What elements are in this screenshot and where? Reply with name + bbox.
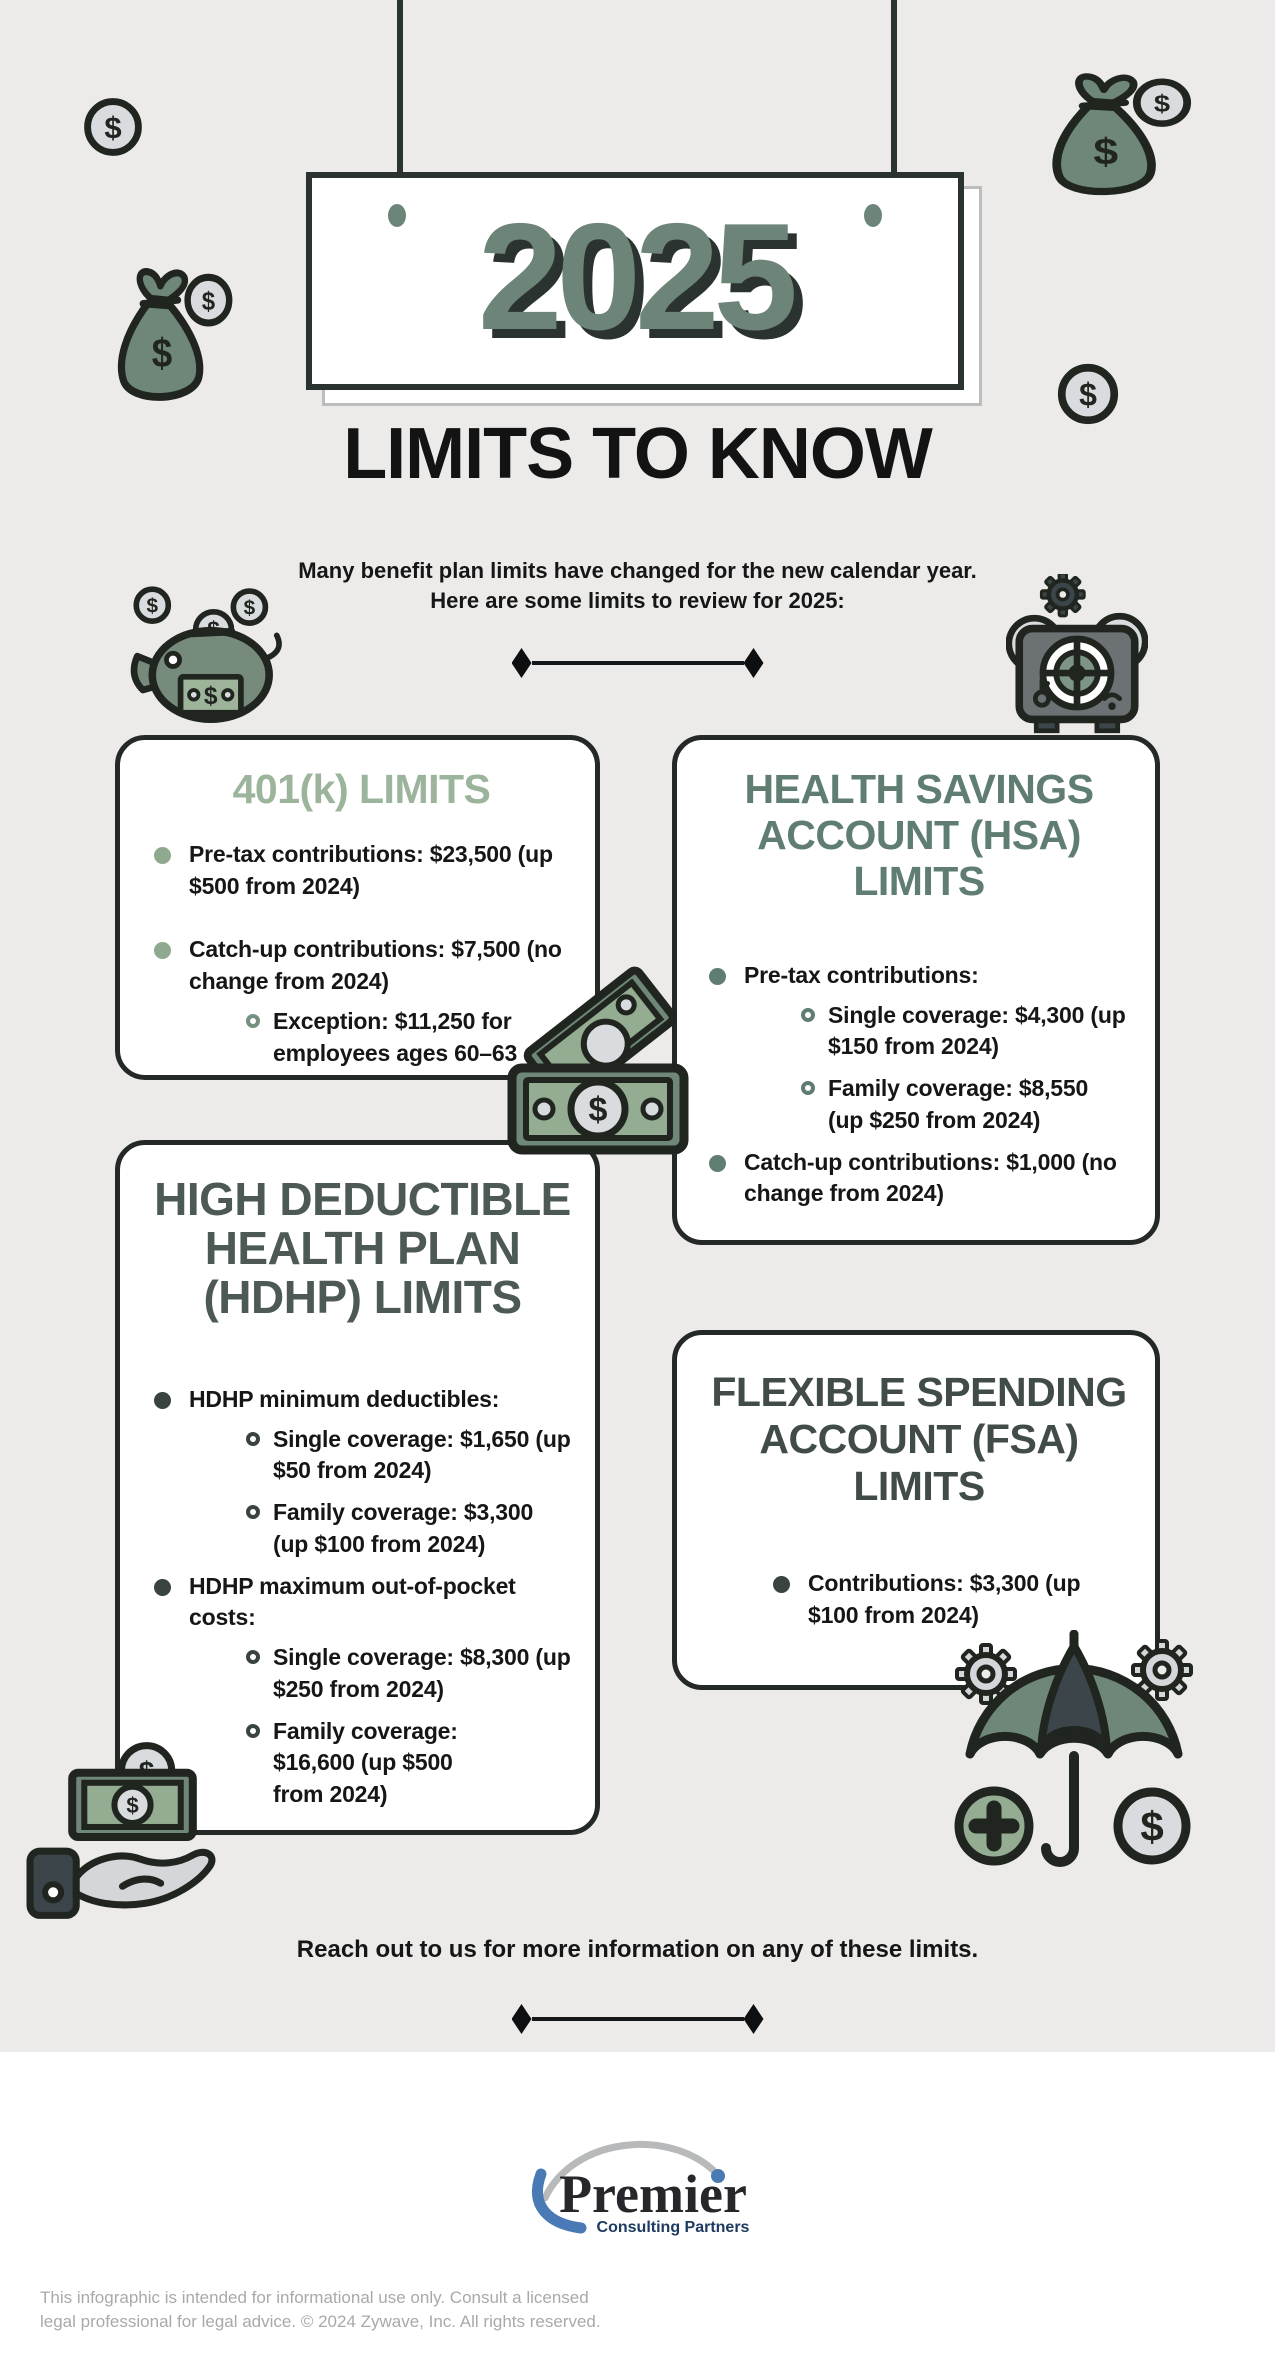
circle-bullet-icon <box>246 1650 260 1664</box>
list-item: Pre-tax contributions: <box>709 960 1129 992</box>
dollar-coin-icon <box>1056 362 1120 426</box>
svg-text:$: $ <box>151 331 173 377</box>
list-subitem: Family coverage: $3,300 (up $100 from 2024) <box>246 1497 571 1560</box>
svg-text:$: $ <box>1140 1803 1164 1850</box>
premier-logo <box>515 2128 760 2240</box>
svg-text:$: $ <box>243 596 256 620</box>
umbrella-icon <box>952 1630 1196 1888</box>
list-item: Catch-up contributions: $1,000 (no change from 2024) <box>709 1147 1129 1210</box>
circle-bullet-icon <box>246 1014 260 1028</box>
diamond-icon <box>512 648 532 678</box>
list-item: HDHP maximum out-of-pocket costs: <box>154 1571 571 1634</box>
list-subitem: Family coverage: $8,550 (up $250 from 2024) <box>801 1073 1129 1136</box>
divider-line <box>532 661 744 665</box>
svg-text:$: $ <box>1153 89 1171 117</box>
logo-tagline: Consulting Partners <box>596 2219 750 2236</box>
card-title: FLEXIBLE SPENDING ACCOUNT (FSA) LIMITS <box>711 1369 1127 1509</box>
money-bag-icon <box>106 258 234 416</box>
list-subitem: Single coverage: $1,650 (up $50 from 2024) <box>246 1424 571 1487</box>
page-title: LIMITS TO KNOW <box>343 414 932 494</box>
disclaimer-line-1: This infographic is intended for informational use only. Consult a licensed <box>40 2288 589 2307</box>
svg-text:$: $ <box>146 594 159 618</box>
circle-bullet-icon <box>246 1724 260 1738</box>
piggy-bank-icon <box>124 582 289 734</box>
bullet-icon <box>154 847 171 864</box>
sign-rope-right <box>891 0 897 178</box>
diamond-icon <box>744 648 764 678</box>
list-item: Catch-up contributions: $7,500 (no change from 2024) <box>154 934 569 997</box>
banknotes-icon <box>503 950 705 1165</box>
dollar-coin-icon <box>82 96 144 158</box>
year-sign <box>306 172 964 390</box>
list-subitem: Single coverage: $8,300 (up $250 from 2024) <box>246 1642 571 1705</box>
disclaimer-line-2: legal professional for legal advice. © 2024 Zywave, Inc. All rights reserved. <box>40 2312 601 2331</box>
bullet-icon <box>154 1392 171 1409</box>
sign-pin-right <box>864 204 882 227</box>
circle-bullet-icon <box>801 1008 815 1022</box>
svg-text:$: $ <box>201 286 216 317</box>
diamond-icon <box>512 2004 532 2034</box>
svg-text:$: $ <box>1079 376 1097 413</box>
sign-pin-left <box>388 204 406 227</box>
svg-text:$: $ <box>104 110 122 146</box>
umbrella-pole <box>1046 1756 1074 1862</box>
year-text: 2025 <box>477 192 793 362</box>
limits-list <box>709 1568 1129 1631</box>
list-item: Contributions: $3,300 (up $100 from 2024) <box>773 1568 1129 1631</box>
diamond-icon <box>744 2004 764 2034</box>
circle-bullet-icon <box>801 1081 815 1095</box>
card-title: HEALTH SAVINGS ACCOUNT (HSA) LIMITS <box>744 766 1094 904</box>
intro-line-1: Many benefit plan limits have changed for the new calendar year. <box>298 558 977 583</box>
card-hdhp-limits <box>115 1140 600 1835</box>
list-item: Pre-tax contributions: $23,500 (up $500 from 2024) <box>154 839 569 902</box>
intro-line-2: Here are some limits to review for 2025: <box>430 588 845 613</box>
disclaimer <box>40 2286 601 2334</box>
logo-name: Premier <box>559 2164 747 2224</box>
card-hsa-limits <box>672 735 1160 1245</box>
bullet-icon <box>709 1155 726 1172</box>
svg-text:$: $ <box>203 683 218 711</box>
money-bag-icon <box>1038 64 1193 209</box>
hand-with-money-icon <box>26 1734 232 1926</box>
limits-list <box>709 960 1129 1210</box>
card-title: 401(k) LIMITS <box>232 766 491 812</box>
sign-rope-left <box>397 0 403 178</box>
divider-line <box>532 2017 744 2021</box>
svg-text:$: $ <box>126 1792 139 1818</box>
circle-bullet-icon <box>246 1432 260 1446</box>
bullet-icon <box>154 1579 171 1596</box>
list-subitem: Exception: $11,250 for employees ages 60–63 <box>246 1006 569 1069</box>
svg-text:$: $ <box>588 1091 608 1129</box>
list-item: HDHP minimum deductibles: <box>154 1384 571 1416</box>
bullet-icon <box>773 1576 790 1593</box>
bullet-icon <box>709 968 726 985</box>
safe-icon <box>1006 574 1148 738</box>
divider-bottom <box>0 2004 1275 2034</box>
footer-note: Reach out to us for more information on any of these limits. <box>296 1936 979 1963</box>
list-subitem: Single coverage: $4,300 (up $150 from 2024) <box>801 1000 1129 1063</box>
circle-bullet-icon <box>246 1505 260 1519</box>
bullet-icon <box>154 942 171 959</box>
svg-text:$: $ <box>1093 130 1119 173</box>
card-title: HIGH DEDUCTIBLE HEALTH PLAN (HDHP) LIMITS <box>154 1173 571 1323</box>
list-subitem: Family coverage: $16,600 (up $500 from 2024) <box>246 1716 571 1811</box>
